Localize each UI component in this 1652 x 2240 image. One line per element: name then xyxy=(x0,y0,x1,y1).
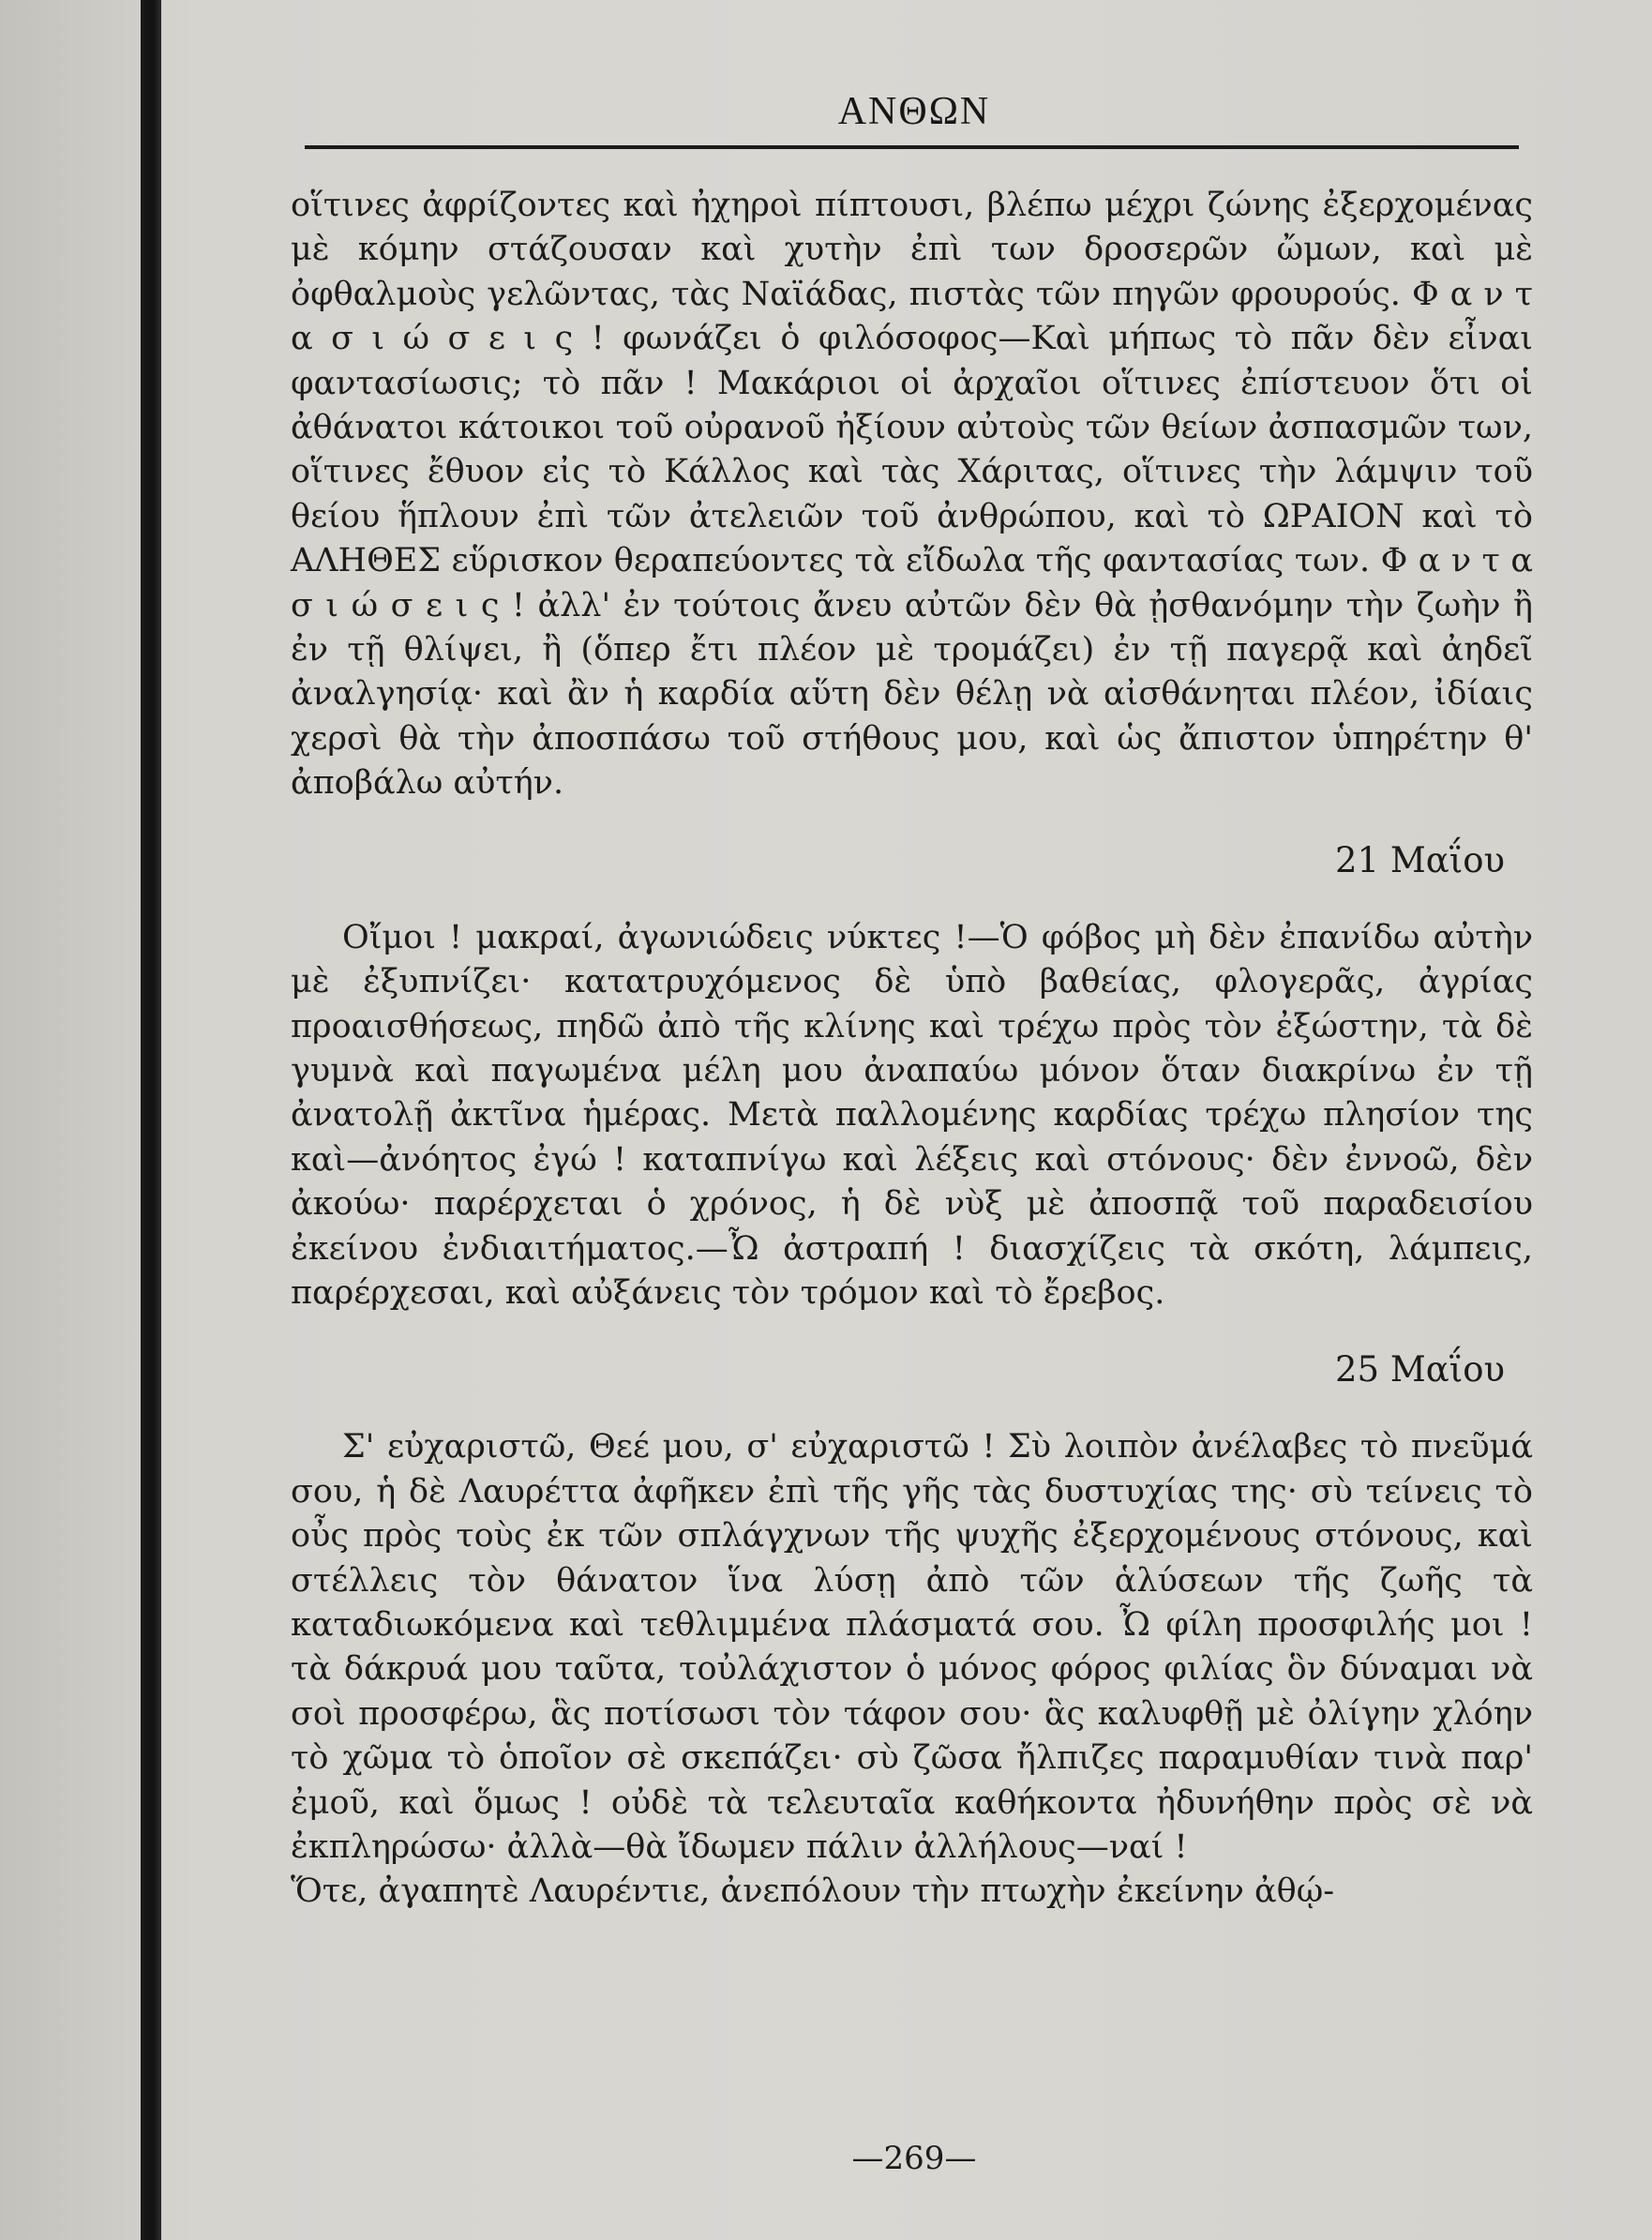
paragraph-4: Ὅτε, ἀγαπητὲ Λαυρέντιε, ἀνεπόλουν τὴν πτωχὴν ἐκείνην ἀθῴ- xyxy=(291,1872,1335,1911)
dateline-25-may: 25 Μαΐου xyxy=(1335,1349,1505,1391)
page-header xyxy=(305,89,1524,134)
header-rule xyxy=(305,145,1519,149)
page-number: —269— xyxy=(851,2140,977,2177)
running-title: ΑΝΘΩΝ xyxy=(837,90,991,133)
binding-margin xyxy=(0,0,141,2240)
paragraph-2: Οἴμοι ! μακραί, ἀγωνιώδεις νύκτες !—Ὁ φόβος μὴ δὲν ἐπανίδω αὐτὴν μὲ ἐξυπνίζει· κατατρυχόμενος δὲ ὑπὸ βαθείας, φλογερᾶς, ἀγρίας προαισθήσεως, πηδῶ ἀπὸ τῆς κλίνης καὶ τρέχω πρὸς τὸν ἐξώστην, τὰ δὲ γυμνὰ καὶ παγωμένα μέλη μου ἀναπαύω μόνον ὅταν διακρίνω ἐν τῇ ἀνατολῇ ἀκτῖνα ἡμέρας. Μετὰ παλλομένης καρδίας τρέχω πλησίον της καὶ—ἀνόητος ἐγώ ! καταπνίγω καὶ λέξεις καὶ στόνους· δὲν ἐννοῶ, δὲν ἀκούω· παρέρχεται ὁ χρόνος, ἡ δὲ νὺξ μὲ ἀποσπᾷ τοῦ παραδεισίου ἐκείνου ἐνδιαιτήματος.—Ὦ ἀστραπή ! διασχίζεις τὰ σκότη, λάμπεις, παρέρχεσαι, καὶ αὐξάνεις τὸν τρόμον καὶ τὸ ἔρεβος. xyxy=(291,918,1533,1312)
paragraph-1: οἵτινες ἀφρίζοντες καὶ ἠχηροὶ πίπτουσι, βλέπω μέχρι ζώνης ἐξερχομένας μὲ κόμην στάζουσαν καὶ χυτὴν ἐπὶ των δροσερῶν ὤμων, καὶ μὲ ὀφθαλμοὺς γελῶντας, τὰς Ναϊάδας, πιστὰς τῶν πηγῶν φρουρούς. Φ α ν τ α σ ι ώ σ ε ι ς ! φωνάζει ὁ φιλόσοφος—Καὶ μήπως τὸ πᾶν δὲν εἶναι φαντασίωσις; τὸ πᾶν ! Μακάριοι οἱ ἀρχαῖοι οἵτινες ἐπίστευον ὅτι οἱ ἀθάνατοι κάτοικοι τοῦ οὐρανοῦ ἠξίουν αὐτοὺς τῶν θείων ἀσπασμῶν των, οἵτινες ἔθυον εἰς τὸ Κάλλος καὶ τὰς Χάριτας, οἵτινες τὴν λάμψιν τοῦ θείου ἥπλουν ἐπὶ τῶν ἀτελειῶν τοῦ ἀνθρώπου, καὶ τὸ ΩΡΑΙΟΝ καὶ τὸ ΑΛΗΘΕΣ εὕρισκον θεραπεύοντες τὰ εἴδωλα τῆς φαντασίας των. Φ α ν τ α σ ι ώ σ ε ι ς ! ἀλλ' ἐν τούτοις ἄνευ αὐτῶν δὲν θὰ ᾐσθανόμην τὴν ζωὴν ἢ ἐν τῇ θλίψει, ἢ (ὅπερ ἔτι πλέον μὲ τρομάζει) ἐν τῇ παγερᾷ καὶ ἀηδεῖ ἀναλγησίᾳ· καὶ ἂν ἡ καρδία αὕτη δὲν θέλῃ νὰ αἰσθάνηται πλέον, ἰδίαις χερσὶ θὰ τὴν ἀποσπάσω τοῦ στήθους μου, καὶ ὡς ἄπιστον ὑπηρέτην θ' ἀποβάλω αὐτήν. xyxy=(291,187,1533,803)
paragraph-3: Σ' εὐχαριστῶ, Θεέ μου, σ' εὐχαριστῶ ! Σὺ λοιπὸν ἀνέλαβες τὸ πνεῦμά σου, ἡ δὲ Λαυρέττα ἀφῆκεν ἐπὶ τῆς γῆς τὰς δυστυχίας της· σὺ τείνεις τὸ οὖς πρὸς τοὺς ἐκ τῶν σπλάγχνων τῆς ψυχῆς ἐξερχομένους στόνους, καὶ στέλλεις τὸν θάνατον ἵνα λύσῃ ἀπὸ τῶν ἁλύσεων τῆς ζωῆς τὰ καταδιωκόμενα καὶ τεθλιμμένα πλάσματά σου. Ὦ φίλη προσφιλής μοι ! τὰ δάκρυά μου ταῦτα, τοὐλάχιστον ὁ μόνος φόρος φιλίας ὃν δύναμαι νὰ σοὶ προσφέρω, ἃς ποτίσωσι τὸν τάφον σου· ἃς καλυφθῇ μὲ ὀλίγην χλόην τὸ χῶμα τὸ ὁποῖον σὲ σκεπάζει· σὺ ζῶσα ἤλπιζες παραμυθίαν τινὰ παρ' ἐμοῦ, καὶ ὅμως ! οὐδὲ τὰ τελευταῖα καθήκοντα ἠδυνήθην πρὸς σὲ νὰ ἐκπληρώσω· ἀλλὰ—θὰ ἴδωμεν πάλιν ἀλλήλους—ναί ! xyxy=(291,1428,1533,1866)
book-gutter xyxy=(141,0,161,2240)
page-text xyxy=(291,184,1533,1915)
dateline-21-may: 21 Μαΐου xyxy=(1335,839,1505,880)
